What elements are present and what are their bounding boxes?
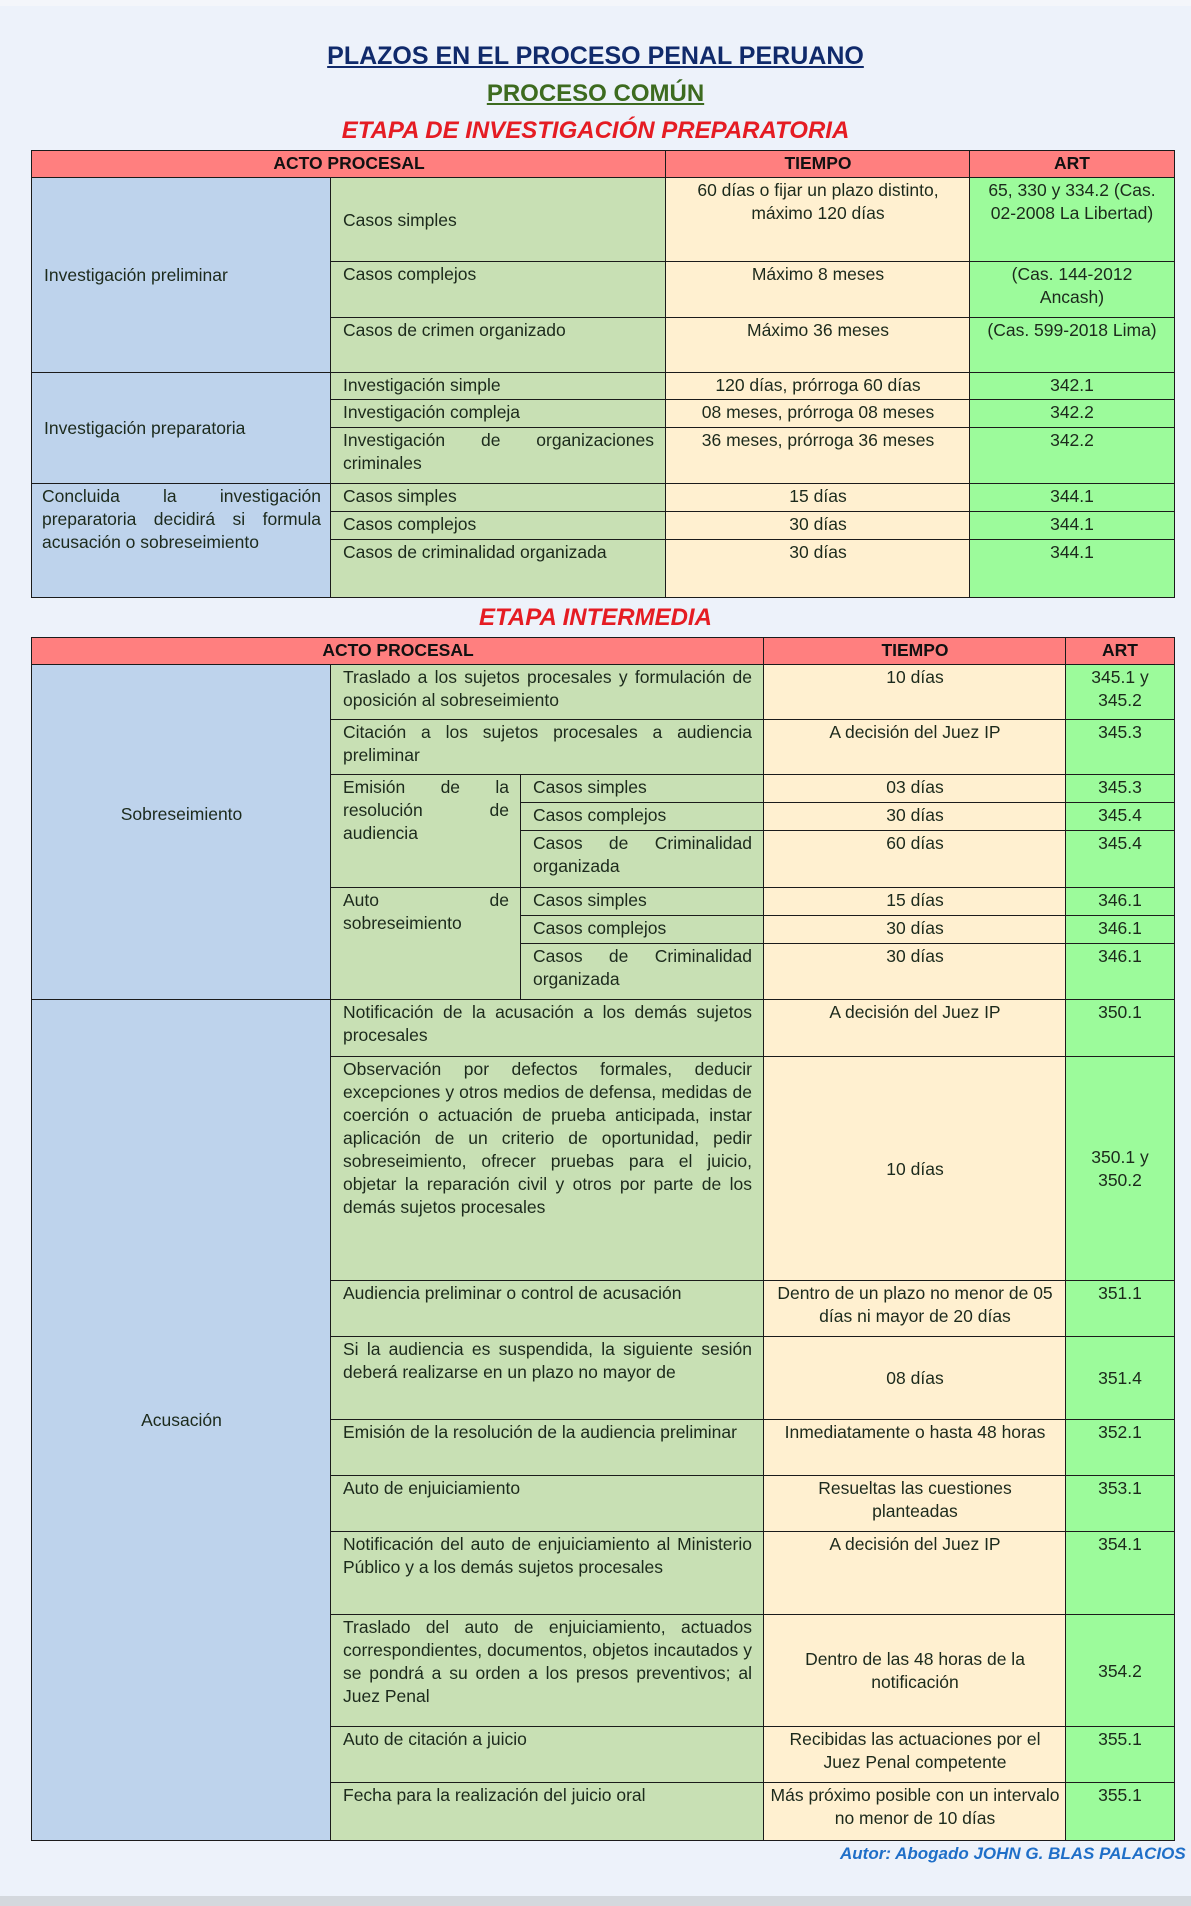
row-acto: Auto de citación a juicio (330, 1726, 765, 1784)
row-acto: Casos simples (330, 483, 667, 513)
row-tiempo: Dentro de las 48 horas de la notificación (763, 1614, 1067, 1728)
row-art: 344.1 (969, 483, 1175, 513)
row-acto: Casos de Criminalidad organizada (520, 830, 765, 889)
row-tiempo: 08 días (763, 1336, 1067, 1421)
row-art: 353.1 (1065, 1475, 1175, 1533)
group-concluida-investigacion: Concluida la investigación preparatoria decidirá si formula acusación o sobreseimiento (31, 483, 332, 598)
col-header-tiempo: TIEMPO (763, 637, 1067, 666)
row-acto: Casos de criminalidad organizada (330, 539, 667, 598)
row-acto: Investigación simple (330, 372, 667, 401)
col-header-acto: ACTO PROCESAL (31, 150, 667, 179)
stage-title-investigacion-preparatoria: ETAPA DE INVESTIGACIÓN PREPARATORIA (341, 117, 850, 144)
row-acto: Casos de Criminalidad organizada (520, 943, 765, 1001)
row-art: 344.1 (969, 539, 1175, 598)
col-header-art: ART (969, 150, 1175, 179)
document-title: PLAZOS EN EL PROCESO PENAL PERUANO (327, 42, 864, 70)
row-art: 355.1 (1065, 1782, 1175, 1841)
author-credit: Autor: Abogado JOHN G. BLAS PALACIOS (840, 1844, 1186, 1863)
row-art: (Cas. 599-2018 Lima) (969, 317, 1175, 374)
row-tiempo: Dentro de un plazo no menor de 05 días ni mayor de 20 días (763, 1280, 1067, 1338)
row-tiempo: 08 meses, prórroga 08 meses (665, 399, 971, 429)
row-acto: Casos complejos (520, 802, 765, 832)
row-acto: Notificación de la acusación a los demás sujetos procesales (330, 999, 765, 1058)
group-acusacion: Acusación (31, 999, 332, 1841)
row-art: 342.1 (969, 372, 1175, 401)
row-acto: Notificación del auto de enjuiciamiento al Ministerio Público y a los demás sujetos procesales (330, 1531, 765, 1616)
row-art: 350.1 (1065, 999, 1175, 1058)
row-acto: Fecha para la realización del juicio oral (330, 1782, 765, 1841)
row-art: 354.1 (1065, 1531, 1175, 1616)
row-tiempo: 10 días (763, 1056, 1067, 1282)
row-art: 355.1 (1065, 1726, 1175, 1784)
row-acto: Auto de enjuiciamiento (330, 1475, 765, 1533)
row-acto: Audiencia preliminar o control de acusación (330, 1280, 765, 1338)
group-sobreseimiento: Sobreseimiento (31, 664, 332, 1001)
row-tiempo: 30 días (763, 915, 1067, 945)
row-art: (Cas. 144-2012 Ancash) (969, 261, 1175, 319)
row-tiempo: Más próximo posible con un intervalo no menor de 10 días (763, 1782, 1067, 1841)
row-art: 345.4 (1065, 830, 1175, 889)
row-acto: Investigación de organizaciones criminales (330, 427, 667, 485)
row-art: 351.4 (1065, 1336, 1175, 1421)
row-tiempo: 15 días (763, 887, 1067, 917)
row-acto: Casos simples (330, 177, 667, 263)
row-art: 345.3 (1065, 719, 1175, 776)
row-art: 352.1 (1065, 1419, 1175, 1477)
row-acto: Casos simples (520, 887, 765, 917)
row-art: 342.2 (969, 399, 1175, 429)
col-header-art: ART (1065, 637, 1175, 666)
row-acto: Traslado del auto de enjuiciamiento, actuados correspondientes, documentos, objetos incautados y se pondrá a su orden a los presos preventivos; al Juez Penal (330, 1614, 765, 1728)
row-tiempo: 15 días (665, 483, 971, 513)
row-acto: Casos complejos (330, 261, 667, 319)
row-tiempo: A decisión del Juez IP (763, 1531, 1067, 1616)
row-art: 350.1 y 350.2 (1065, 1056, 1175, 1282)
subgroup-auto-sobreseimiento: Auto de sobreseimiento (330, 887, 522, 1001)
row-tiempo: 60 días o fijar un plazo distinto, máximo 120 días (665, 177, 971, 263)
row-tiempo: 30 días (763, 943, 1067, 1001)
row-acto: Casos complejos (330, 511, 667, 541)
row-art: 342.2 (969, 427, 1175, 485)
row-art: 345.1 y 345.2 (1065, 664, 1175, 721)
row-acto: Casos simples (520, 774, 765, 804)
row-art: 344.1 (969, 511, 1175, 541)
row-art: 65, 330 y 334.2 (Cas. 02-2008 La Libertad) (969, 177, 1175, 263)
row-tiempo: 10 días (763, 664, 1067, 721)
stage-title-intermedia: ETAPA INTERMEDIA (479, 604, 712, 631)
row-tiempo: Máximo 36 meses (665, 317, 971, 374)
row-tiempo: 30 días (665, 511, 971, 541)
row-tiempo: Inmediatamente o hasta 48 horas (763, 1419, 1067, 1477)
row-acto: Si la audiencia es suspendida, la siguiente sesión deberá realizarse en un plazo no mayor de (330, 1336, 765, 1421)
row-acto: Casos complejos (520, 915, 765, 945)
col-header-tiempo: TIEMPO (665, 150, 971, 179)
row-art: 351.1 (1065, 1280, 1175, 1338)
col-header-acto: ACTO PROCESAL (31, 637, 765, 666)
group-investigacion-preparatoria: Investigación preparatoria (31, 372, 332, 485)
row-tiempo: 30 días (665, 539, 971, 598)
subgroup-emision-resolucion: Emisión de la resolución de audiencia (330, 774, 522, 889)
row-tiempo: A decisión del Juez IP (763, 719, 1067, 776)
row-tiempo: Máximo 8 meses (665, 261, 971, 319)
row-acto: Traslado a los sujetos procesales y formulación de oposición al sobreseimiento (330, 664, 765, 721)
row-art: 354.2 (1065, 1614, 1175, 1728)
row-art: 346.1 (1065, 915, 1175, 945)
row-tiempo: 30 días (763, 802, 1067, 832)
row-tiempo: 120 días, prórroga 60 días (665, 372, 971, 401)
bottom-edge (0, 1896, 1191, 1906)
row-acto: Investigación compleja (330, 399, 667, 429)
top-edge (0, 0, 1191, 6)
row-acto: Casos de crimen organizado (330, 317, 667, 374)
row-tiempo: 36 meses, prórroga 36 meses (665, 427, 971, 485)
row-art: 345.3 (1065, 774, 1175, 804)
group-investigacion-preliminar: Investigación preliminar (31, 177, 332, 374)
row-acto: Emisión de la resolución de la audiencia preliminar (330, 1419, 765, 1477)
row-acto: Citación a los sujetos procesales a audiencia preliminar (330, 719, 765, 776)
row-art: 346.1 (1065, 887, 1175, 917)
row-acto: Observación por defectos formales, deducir excepciones y otros medios de defensa, medidas de coerción o actuación de prueba anticipada, instar aplicación de un criterio de oportunidad, pedir sobreseimiento, ofrecer pruebas para el juicio, objetar la reparación civil y otros por parte de los demás sujetos procesales (330, 1056, 765, 1282)
row-tiempo: A decisión del Juez IP (763, 999, 1067, 1058)
row-art: 346.1 (1065, 943, 1175, 1001)
row-art: 345.4 (1065, 802, 1175, 832)
row-tiempo: Resueltas las cuestiones planteadas (763, 1475, 1067, 1533)
row-tiempo: 03 días (763, 774, 1067, 804)
row-tiempo: Recibidas las actuaciones por el Juez Penal competente (763, 1726, 1067, 1784)
row-tiempo: 60 días (763, 830, 1067, 889)
document-subtitle: PROCESO COMÚN (486, 80, 705, 107)
